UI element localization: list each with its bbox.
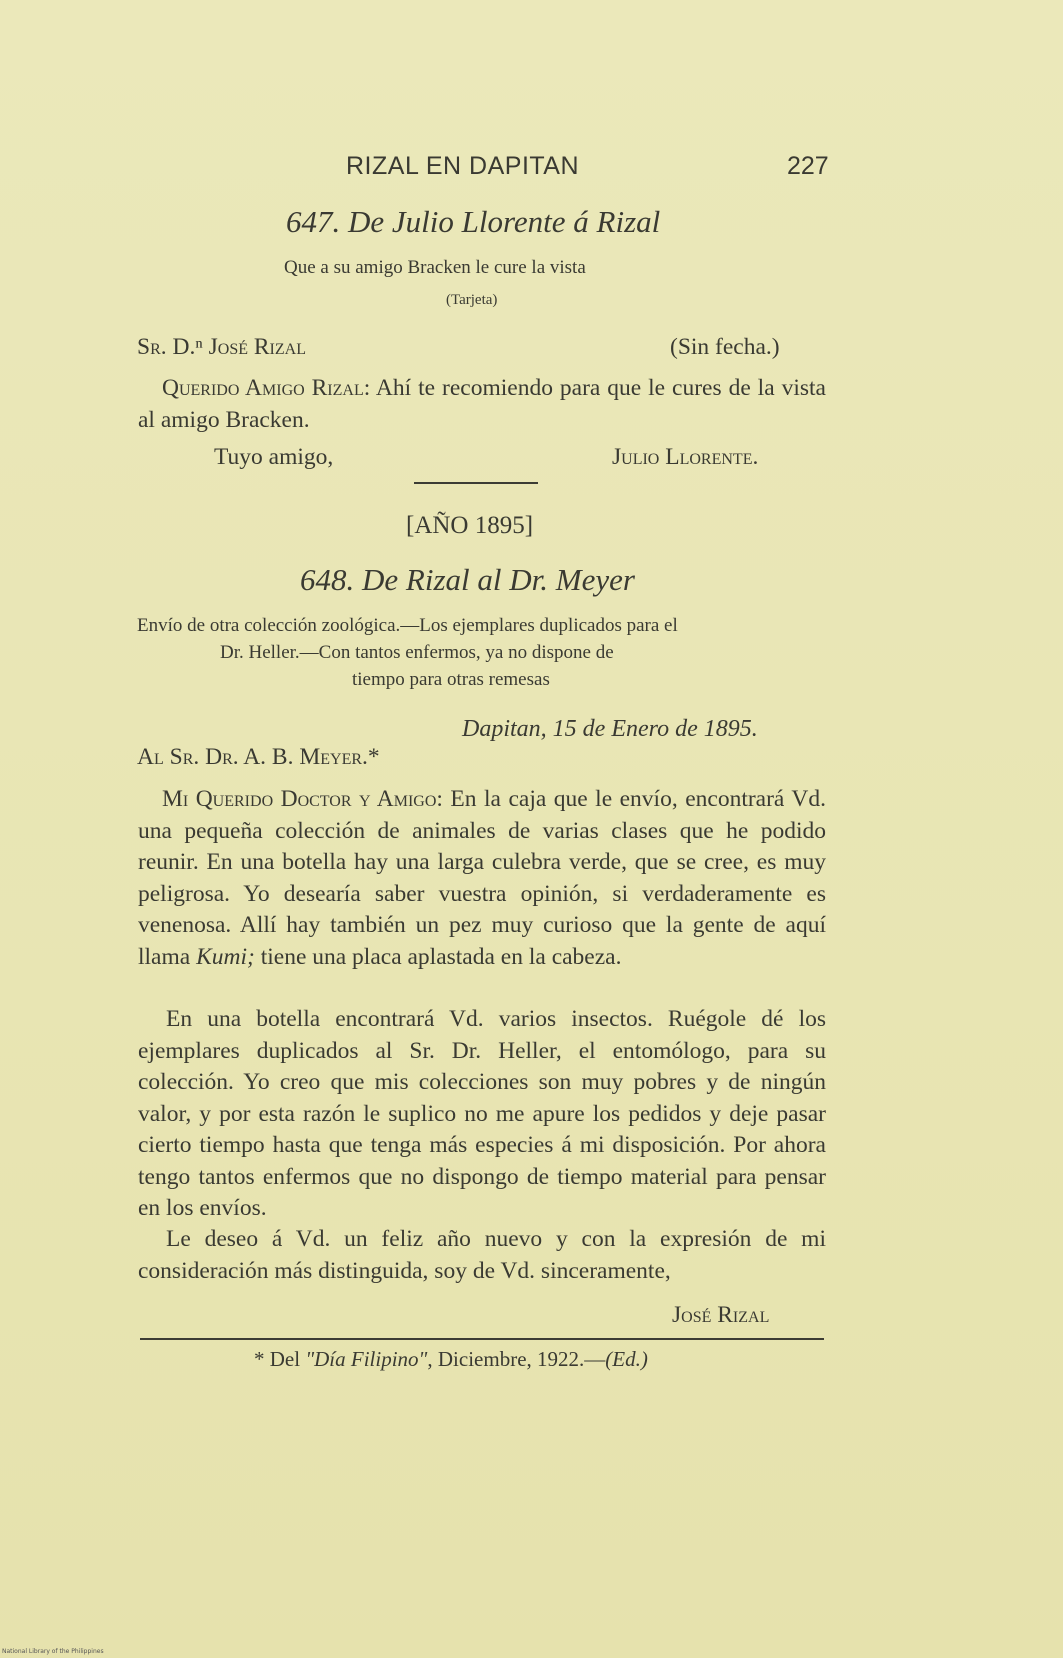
letter-648-salutation: Mi Querido Doctor y Amigo: [162, 786, 443, 812]
footnote-rest: , Diciembre, 1922.— [427, 1347, 606, 1371]
year-header: [AÑO 1895] [406, 512, 534, 539]
letter-648-paragraph-1 [138, 784, 826, 973]
letter-647-signature: Julio Llorente. [612, 444, 759, 470]
footnote-source: "Día Filipino" [305, 1347, 428, 1371]
letter-647-text: Ahí te recomiendo para que le cures de la vista al amigo Bracken. [138, 375, 826, 433]
letter-648-paragraph-3: Le deseo á Vd. un feliz año nuevo y con la expresión de mi consideración más distinguida, soy de Vd. sinceramente, [138, 1226, 826, 1284]
fish-name: Kumi; [196, 943, 255, 970]
letter-647-date: (Sin fecha.) [670, 334, 780, 360]
page-number: 227 [787, 152, 829, 180]
paragraph-1-text: En la caja que le envío, encontrará Vd. una pequeña colección de animales de varias clases que he podido reunir. En una botella hay una larga culebra verde, que se cree, es muy peligrosa. Yo desearía saber vuestra opinión, si verdaderamente es venenosa. Allí hay también un pez muy curioso que la gente de aquí llama [138, 786, 827, 970]
library-credit: National Library of the Philippines [2, 1648, 104, 1655]
letter-648-paragraph-2: En una botella encontrará Vd. varios insectos. Ruégole dé los ejemplares duplicados al Sr. Dr. Heller, el entomólogo, para su colección. Yo creo que mis colecciones son muy pobres y de ningún valor, y por esta razón le suplico no me apure los pedidos y deje pasar cierto tiempo hasta que tenga más especies á mi disposición. Por ahora tengo tantos enfermos que no dispongo de tiempo material para pensar en los envíos. [138, 1006, 826, 1221]
letter-647-note: (Tarjeta) [446, 292, 498, 308]
section-divider [414, 482, 538, 484]
letter-648-summary-line3: tiempo para otras remesas [352, 669, 550, 690]
footnote [254, 1347, 648, 1372]
letter-648-addressee: Al Sr. Dr. A. B. Meyer.* [137, 744, 380, 770]
letter-648-signature: José Rizal [672, 1302, 770, 1328]
letter-647-subtitle: Que a su amigo Bracken le cure la vista [284, 257, 586, 278]
letter-647-addressee: Sr. D.ⁿ José Rizal [137, 334, 306, 360]
letter-647-body [138, 373, 826, 436]
letter-647-salutation: Querido Amigo Rizal: [162, 375, 371, 401]
paragraph-1-end: tiene una placa aplastada en la cabeza. [260, 943, 622, 970]
letter-648-date: Dapitan, 15 de Enero de 1895. [462, 716, 758, 742]
footnote-mark: * Del [254, 1347, 301, 1371]
letter-648-summary-line2: Dr. Heller.—Con tantos enfermos, ya no dispone de [220, 642, 614, 663]
running-head: RIZAL EN DAPITAN [346, 152, 580, 180]
letter-648-summary-line1: Envío de otra colección zoológica.—Los ejemplares duplicados para el [137, 615, 678, 636]
footnote-rule [140, 1338, 824, 1340]
letter-647-title: 647. De Julio Llorente á Rizal [286, 204, 661, 239]
footnote-ed: (Ed.) [605, 1347, 648, 1371]
letter-647-closing: Tuyo amigo, [214, 444, 334, 470]
letter-648-title: 648. De Rizal al Dr. Meyer [300, 562, 635, 597]
